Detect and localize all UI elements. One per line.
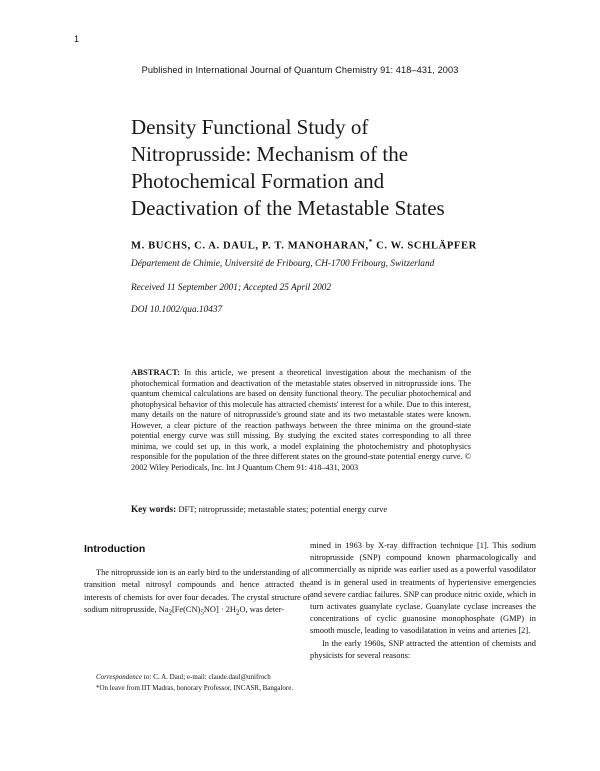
section-heading: Introduction bbox=[84, 543, 146, 555]
article-title bbox=[131, 114, 551, 222]
title-line: Nitroprusside: Mechanism of the bbox=[131, 142, 409, 166]
left-column bbox=[84, 540, 310, 619]
title-line: Density Functional Study of bbox=[131, 115, 369, 139]
abstract bbox=[131, 367, 471, 473]
correspondence-footnote: Correspondence to: C. A. Daul; e-mail: claude.daul@unifroch bbox=[96, 673, 271, 681]
journal-citation: Published in International Journal of Quantum Chemistry 91: 418–431, 2003 bbox=[141, 65, 459, 75]
affiliation: Département de Chimie, Université de Fribourg, CH-1700 Fribourg, Switzerland bbox=[131, 259, 435, 269]
abstract-text: In this article, we present a theoretical investigation about the mechanism of the photochemical formation and deactivation of the metastable states observed in nitroprusside ions. The quantum chemical calculations are based on density functional theory. The peculiar photochemical and photophysical behavior of this molecule has attracted chemists' interest for a while. Due to this interest, many details on the nature of nitroprusside's ground state and its two metastable states were known. However, a clear picture of the reaction pathways between the three minima on the ground-state potential energy curve was still missing. By studying the excited states corresponding to all three minima, we could set up, in this work, a model explaining the photochemistry and photophysics responsible for the population of the three different states on the ground-state potential energy curve. © 2002 Wiley Periodicals, Inc. Int J Quantum Chem 91: 418–431, 2003 bbox=[131, 368, 471, 472]
abstract-label: ABSTRACT: bbox=[131, 367, 181, 377]
received-dates: Received 11 September 2001; Accepted 25 April 2002 bbox=[131, 283, 332, 293]
title-line: Photochemical Formation and bbox=[131, 169, 385, 193]
page-number: 1 bbox=[74, 34, 80, 44]
doi: DOI 10.1002/qua.10437 bbox=[131, 305, 223, 315]
keywords-text: DFT; nitroprusside; metastable states; potential energy curve bbox=[176, 504, 388, 514]
paragraph: mined in 1963 by X-ray diffraction technique [1]. This sodium nitroprusside (SNP) compound known pharmacologically and commercially as nipride was earlier used as a powerful vasodilator and is in general used in treatments of hypertensive emergencies and severe cardiac failures. SNP can produce nitric oxide, which in turn activates guanylate cyclase. Guanylate cyclase increases the concentrations of cyclic guanosine monophosphate (GMP) in smooth muscle, leading to vasodilatation in veins and arteries [2]. bbox=[310, 541, 536, 636]
keywords-label: Key words: bbox=[131, 504, 177, 514]
paragraph: In the early 1960s, SNP attracted the attention of chemists and physicists for several reasons: bbox=[310, 638, 536, 660]
right-column bbox=[310, 540, 536, 662]
footnotes bbox=[84, 672, 310, 694]
authors-part-2: C. W. SCHLÄPFER bbox=[372, 240, 477, 252]
authors-part-1: M. BUCHS, C. A. DAUL, P. T. MANOHARAN, bbox=[131, 240, 369, 252]
intro-paragraph: The nitroprusside ion is an early bird to the understanding of all transition metal nitrosyl compounds and hence attracted the interests of chemists for over four decades. The crystal structure of sodium nitroprusside, $Na_2[Fe(CN)_5NO] \cdot 2H_2O$, was deter- bbox=[84, 568, 310, 617]
author-list bbox=[131, 238, 477, 252]
leave-footnote: *On leave from IIT Madras, honorary Professor, INCASR, Bangalore. bbox=[96, 684, 294, 692]
keywords bbox=[131, 504, 387, 514]
title-line: Deactivation of the Metastable States bbox=[131, 196, 445, 220]
author-footnote-mark: * bbox=[368, 238, 373, 246]
